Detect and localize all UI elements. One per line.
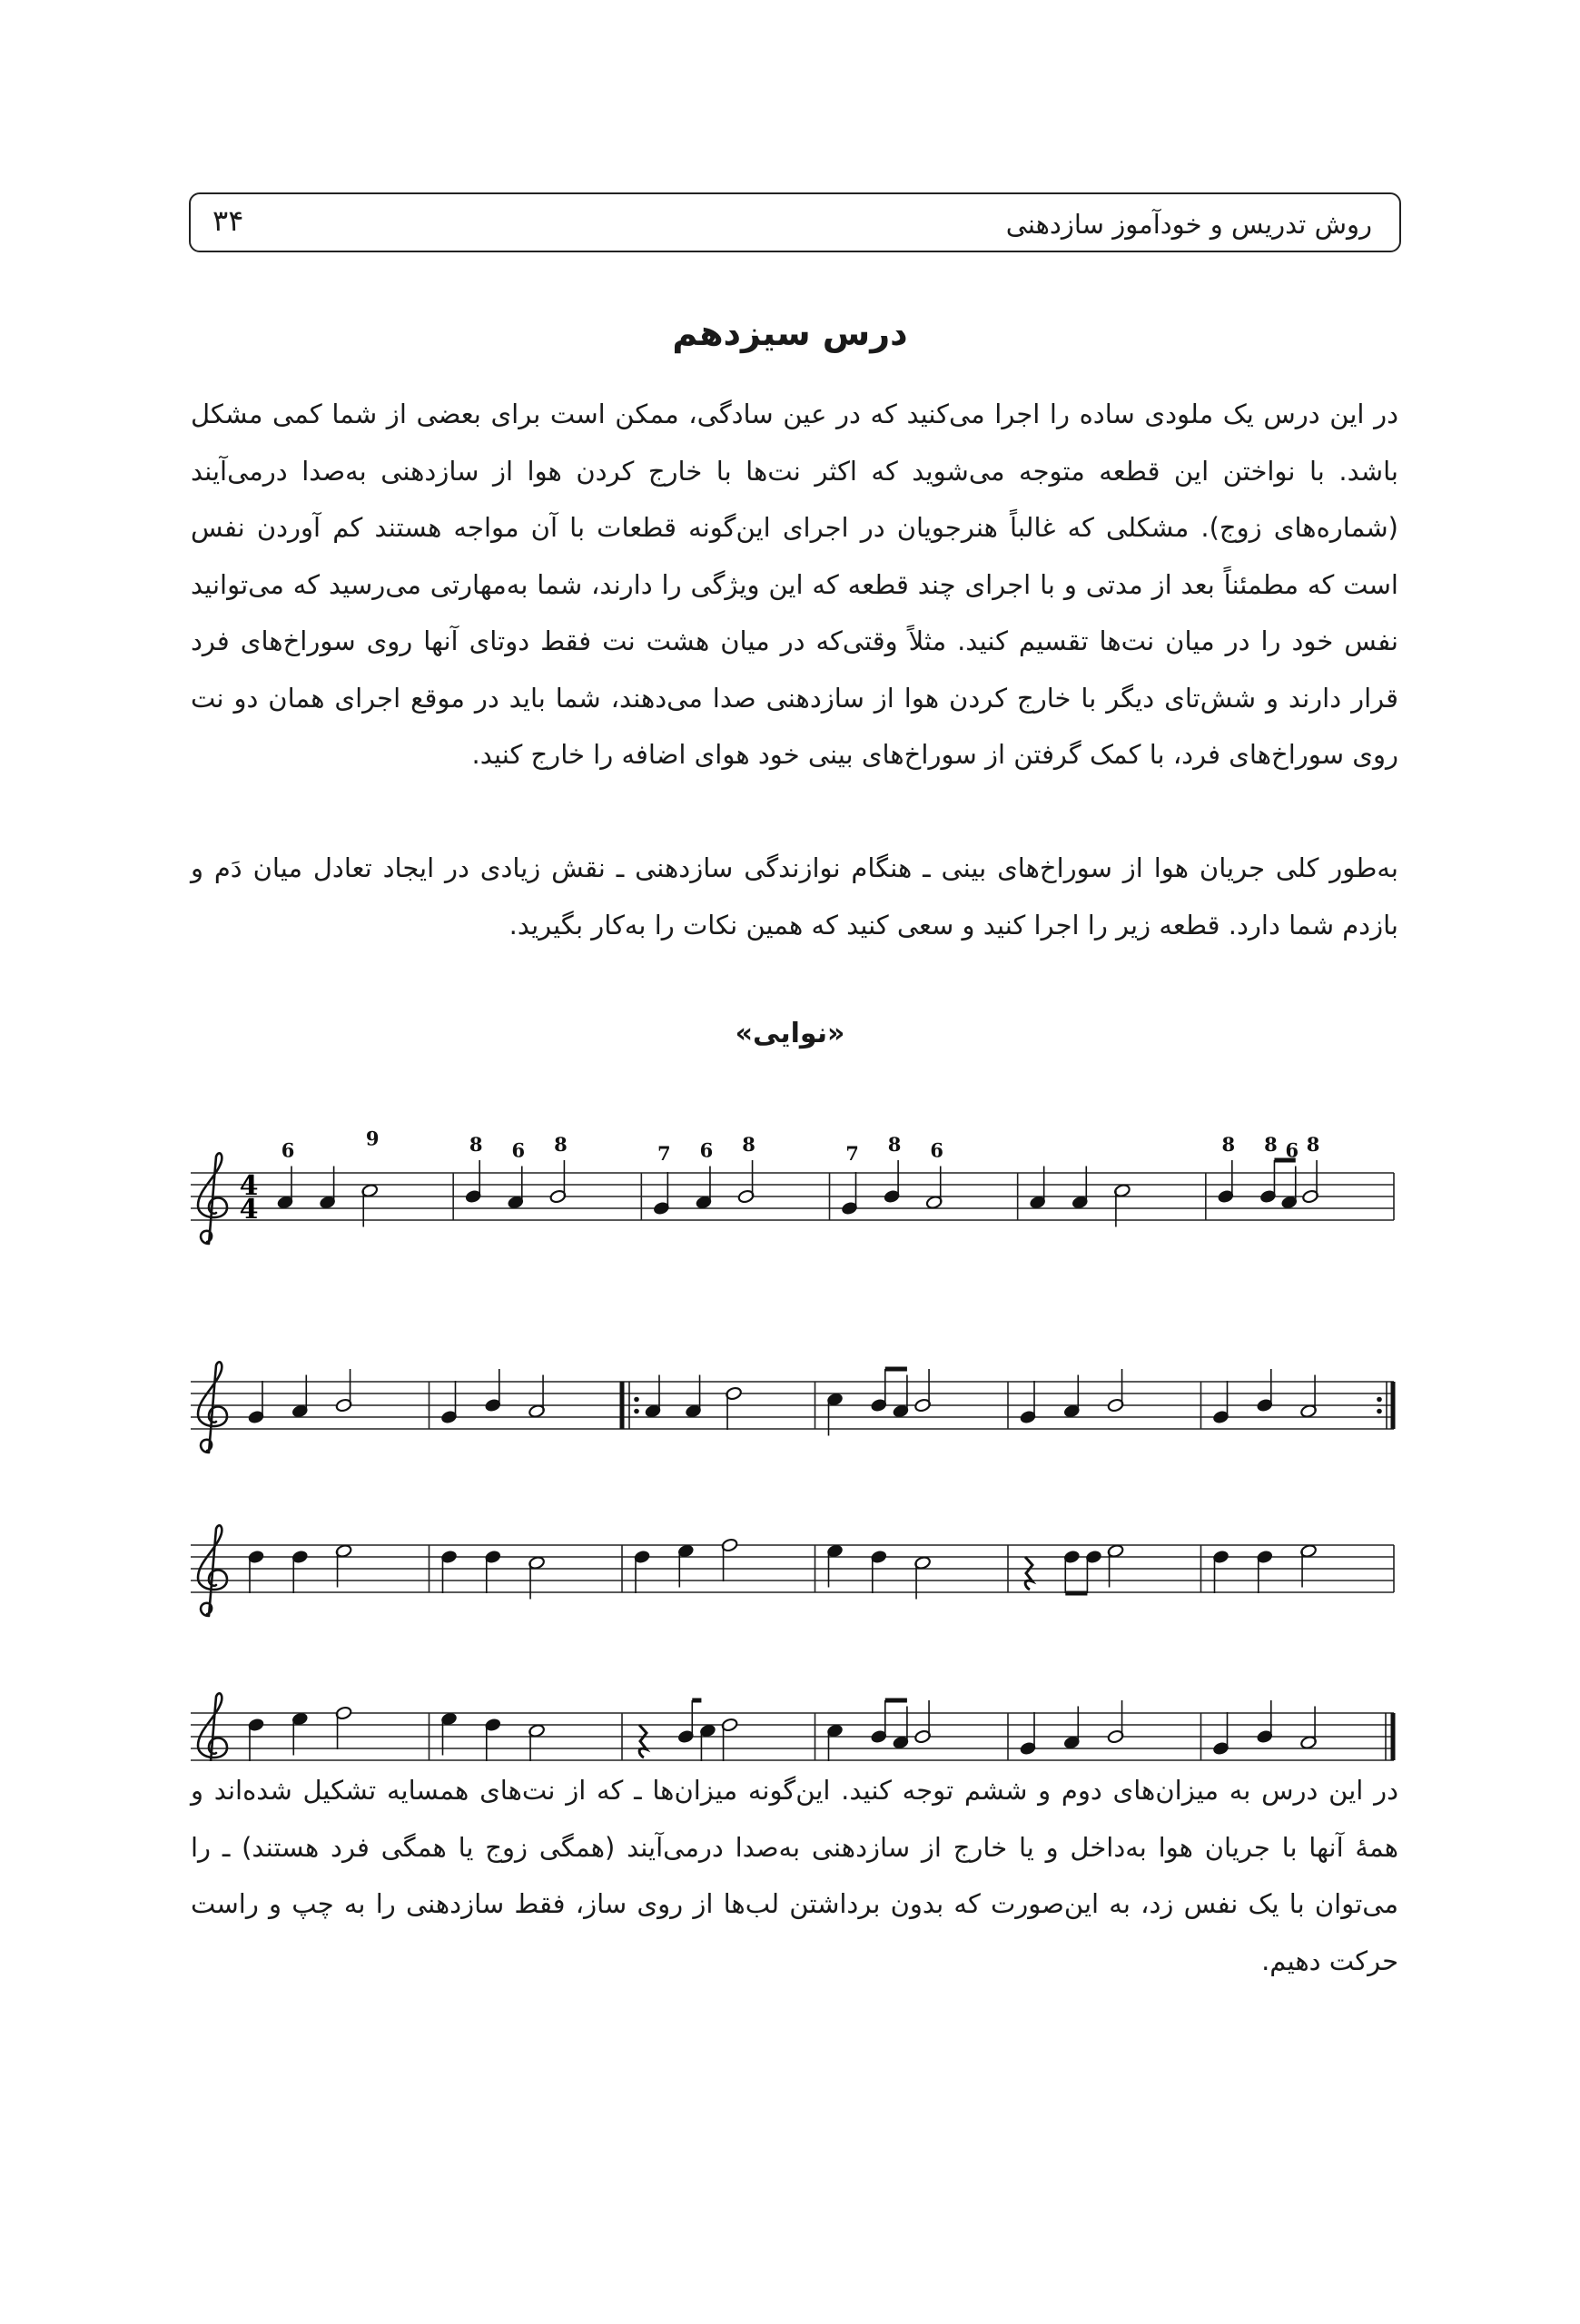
treble-clef [198,1525,227,1616]
piece-title: «نوایی» [735,1018,845,1049]
intro-paragraph: در این درس یک ملودی ساده را اجرا می‌کنید که در عین سادگی، ممکن است برای بعضی از شما کمی مشکل باشد. با نواختن این قطعه متوجه می‌شوید که اکثر نت‌ها با خارج کردن هوا از سازدهنی به‌صدا درمی‌آیند (شماره‌های زوج). مشکلی که غالباً هنرجویان در اجرای این‌گونه قطعات با آن مواجه هستند کم آوردن نفس است که مطمئناً بعد از مدتی و با اجرای چند قطعه که این ویژگی را دارند، شما به‌مهارتی می‌رسید که می‌توانید نفس خود را در میان نت‌ها تقسیم کنید. مثلاً وقتی‌که در میان هشت نت فقط دوتای آنها روی سوراخ‌های فرد قرار دارند و شش‌تای دیگر با خارج کردن هوا از سازدهنی صدا می‌دهند، شما باید در موقع اجرای همان دو نت روی سوراخ‌های فرد، با کمک گرفتن از سوراخ‌های بینی خود هوای اضافه را خارج کنید. [191,399,1398,770]
hole-number: 7 [657,1142,671,1165]
repeat-dot [1377,1397,1382,1403]
hole-number: 8 [1221,1133,1236,1156]
hole-number: 8 [469,1133,483,1156]
treble-clef [198,1693,227,1761]
hole-number: 8 [1264,1133,1278,1156]
page-number: ۳۴ [212,203,244,238]
sheet-music [182,1089,1407,1761]
hole-number: 6 [930,1138,944,1162]
hole-number: 8 [1306,1133,1320,1156]
closing-paragraph: در این درس به میزان‌های دوم و ششم توجه کنید. این‌گونه میزان‌ها ـ که از نت‌های همسایه تشکیل شده‌اند و همهٔ آنها با جریان هوا به‌داخل و یا خارج از سازدهنی به‌صدا درمی‌آیند (همگی زوج یا همگی فرد هستند) ـ را می‌توان با یک نفس زد، به این‌صورت که بدون برداشتن لب‌ها از روی ساز، فقط سازدهنی را به چپ و راست حرکت دهیم. [191,1775,1398,1976]
repeat-dot [634,1397,639,1403]
hole-number: 8 [887,1133,902,1156]
breathing-paragraph: به‌طور کلی جریان هوا از سوراخ‌های بینی ـ هنگام نوازندگی سازدهنی ـ نقش زیادی در ایجاد تعادل میان دَم و بازدم شما دارد. قطعه زیر را اجرا کنید و سعی کنید که همین نکات را به‌کار بگیرید. [191,852,1398,940]
treble-clef-stroke [198,1362,227,1452]
running-header [189,192,1401,252]
repeat-dot [634,1409,639,1414]
hole-number: 6 [699,1138,714,1162]
hole-number: 8 [742,1133,755,1156]
hole-number: 6 [1285,1138,1299,1162]
book-title: روش تدریس و خودآموز سازدهنی [1005,209,1372,240]
treble-clef-stroke [198,1693,227,1761]
treble-clef-stroke [198,1153,227,1244]
time-signature-top: 4 [239,1170,259,1202]
hole-number: 6 [511,1138,526,1162]
staff-system [191,1369,1394,1436]
repeat-dot [1377,1409,1382,1414]
treble-clef [198,1362,227,1452]
treble-clef [198,1153,227,1244]
staff-system [191,1700,1394,1761]
lesson-title: درس سیزدهم [672,313,908,353]
hole-number: 7 [845,1142,859,1165]
staff-system [191,1128,1394,1227]
quarter-rest [639,1725,647,1758]
quarter-rest [1025,1557,1032,1590]
time-signature-bottom: 4 [239,1194,259,1226]
staff-system [191,1538,1394,1599]
hole-number: 9 [365,1127,380,1150]
treble-clef-stroke [198,1525,227,1616]
hole-number: 8 [554,1133,568,1156]
hole-number: 6 [281,1138,295,1162]
